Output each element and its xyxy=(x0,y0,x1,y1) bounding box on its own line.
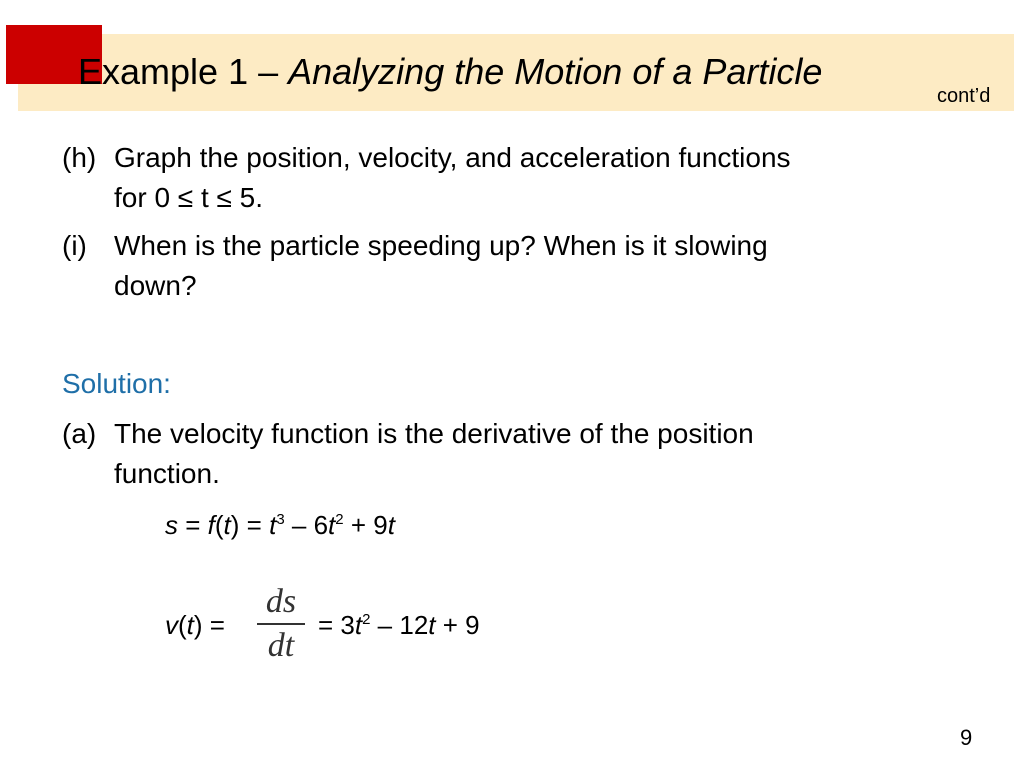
eq-f: f xyxy=(207,510,215,540)
eq-equals: = xyxy=(178,510,208,540)
title-prefix: Example 1 – xyxy=(78,51,289,92)
item-i-line1: When is the particle speeding up? When is it slowing xyxy=(114,230,768,261)
eq2-t-linear: t xyxy=(428,610,436,640)
eq-t-squared: t xyxy=(328,510,336,540)
part-a-line1: The velocity function is the derivative of the position xyxy=(114,418,754,449)
continued-label: cont’d xyxy=(937,85,991,107)
eq2-t-squared: t xyxy=(354,610,363,640)
eq-close-paren: ) = xyxy=(230,510,270,540)
velocity-equation-lhs xyxy=(165,608,225,642)
eq-plus-term: + 9 xyxy=(343,510,388,540)
eq2-rhs-start: = 3 xyxy=(318,610,355,640)
eq-t: t xyxy=(223,510,231,540)
eq-open-paren: ( xyxy=(214,510,224,540)
solution-heading: Solution: xyxy=(62,368,171,399)
eq2-plus-term: + 9 xyxy=(435,610,480,640)
eq2-minus-term: – 12 xyxy=(370,610,429,640)
title-italic: Analyzing the Motion of a Particle xyxy=(288,51,823,92)
eq2-open-paren: ( xyxy=(178,610,187,640)
eq-exponent-3: 3 xyxy=(276,511,285,528)
eq2-exponent-2: 2 xyxy=(362,611,371,628)
item-h-label: (h) xyxy=(62,142,97,173)
eq2-t: t xyxy=(186,610,194,640)
part-a xyxy=(62,414,754,494)
eq-s: s xyxy=(165,510,178,540)
slide-title xyxy=(78,48,822,96)
item-h-line1: Graph the position, velocity, and acceleration functions xyxy=(114,142,791,173)
eq-exponent-2: 2 xyxy=(335,511,344,528)
item-i xyxy=(62,226,768,306)
position-equation xyxy=(165,508,395,542)
velocity-equation-rhs xyxy=(318,608,480,642)
eq-minus-term: – 6 xyxy=(284,510,329,540)
item-h-line2: for 0 ≤ t ≤ 5. xyxy=(114,182,264,213)
item-h xyxy=(62,138,791,218)
item-i-line2: down? xyxy=(114,270,197,301)
page-number: 9 xyxy=(960,725,973,750)
fraction-bar xyxy=(257,623,305,625)
part-a-line2: function. xyxy=(114,458,220,489)
fraction-numerator: ds xyxy=(265,583,297,620)
eq-t-linear: t xyxy=(387,510,395,540)
ds-dt-fraction xyxy=(257,583,305,665)
fraction-denominator: dt xyxy=(267,627,295,664)
part-a-label: (a) xyxy=(62,418,97,449)
eq-t-cubed: t xyxy=(269,510,277,540)
eq2-v: v xyxy=(165,610,178,640)
eq2-close-paren: ) = xyxy=(193,610,225,640)
item-i-label: (i) xyxy=(62,230,87,261)
